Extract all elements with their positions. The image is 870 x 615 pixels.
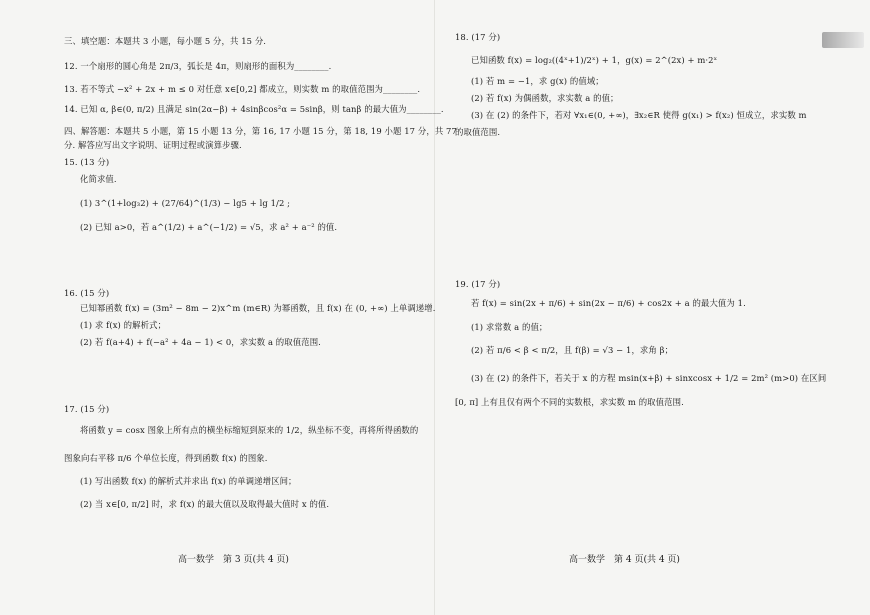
page-4-footer: 高一数学 第 4 页(共 4 页) <box>569 555 680 565</box>
question-15-part-2: (2) 已知 a>0，若 a^(1/2) + a^(−1/2) = √5，求 a² + a⁻² 的值. <box>80 222 338 232</box>
question-15-intro: 化简求值. <box>80 174 117 184</box>
question-19-heading: 19. (17 分) <box>455 279 501 289</box>
question-16-heading: 16. (15 分) <box>64 288 110 298</box>
question-17-intro-cont: 图象向右平移 π/6 个单位长度，得到函数 f(x) 的图象. <box>64 453 268 463</box>
question-17-part-1: (1) 写出函数 f(x) 的解析式并求出 f(x) 的单调递增区间； <box>80 476 297 486</box>
question-16-part-2: (2) 若 f(a+4) + f(−a² + 4a − 1) < 0，求实数 a 的取值范围. <box>80 337 321 347</box>
question-18-part-3-cont: 的取值范围. <box>455 127 501 137</box>
question-18-part-2: (2) 若 f(x) 为偶函数，求实数 a 的值； <box>471 93 619 103</box>
question-15-heading: 15. (13 分) <box>64 157 110 167</box>
question-18-intro: 已知函数 f(x) = log₂((4ˣ+1)/2ˣ) + 1，g(x) = 2^(2x) + m·2ˣ <box>471 55 718 65</box>
question-18-part-3: (3) 在 (2) 的条件下，若对 ∀x₁∈(0, +∞)，∃x₂∈R 使得 g(x₁) > f(x₂) 恒成立，求实数 m <box>471 110 807 120</box>
question-19-part-2: (2) 若 π/6 < β < π/2，且 f(β) = √3 − 1，求角 β； <box>471 345 674 355</box>
question-16-intro: 已知幂函数 f(x) = (3m² − 8m − 2)x^m (m∈R) 为幂函数，且 f(x) 在 (0, +∞) 上单调递增. <box>80 303 436 313</box>
question-19-part-3: (3) 在 (2) 的条件下，若关于 x 的方程 msin(x+β) + sinxcosx + 1/2 = 2m² (m>0) 在区间 <box>471 373 827 383</box>
question-14: 14. 已知 α, β∈(0, π/2) 且满足 sin(2α−β) + 4sinβcos²α = 5sinβ，则 tanβ 的最大值为________. <box>64 104 444 114</box>
question-19-part-3-cont: [0, π] 上有且仅有两个不同的实数根，求实数 m 的取值范围. <box>455 397 684 407</box>
question-15-part-1: (1) 3^(1+log₃2) + (27/64)^(1/3) − lg5 + lg 1/2 ; <box>80 198 291 208</box>
question-16-part-1: (1) 求 f(x) 的解析式； <box>80 320 167 330</box>
section-answer-header-cont: 分. 解答应写出文字说明、证明过程或演算步骤. <box>64 140 242 150</box>
question-13: 13. 若不等式 −x² + 2x + m ≤ 0 对任意 x∈[0,2] 都成立，则实数 m 的取值范围为________. <box>64 84 421 94</box>
section-fill-in-header: 三、填空题：本题共 3 小题，每小题 5 分，共 15 分. <box>64 36 267 46</box>
section-answer-header: 四、解答题：本题共 5 小题，第 15 小题 13 分，第 16, 17 小题 15 分，第 18, 19 小题 17 分，共 77 <box>64 126 457 136</box>
question-18-heading: 18. (17 分) <box>455 32 501 42</box>
question-18-part-1: (1) 若 m = −1，求 g(x) 的值域； <box>471 76 604 86</box>
page-3-footer: 高一数学 第 3 页(共 4 页) <box>178 555 289 565</box>
page-4 <box>435 0 870 615</box>
question-19-part-1: (1) 求常数 a 的值； <box>471 322 548 332</box>
question-17-heading: 17. (15 分) <box>64 404 110 414</box>
question-17-intro: 将函数 y = cosx 图象上所有点的横坐标缩短到原来的 1/2，纵坐标不变，再将所得函数的 <box>80 425 419 435</box>
question-17-part-2: (2) 当 x∈[0, π/2] 时，求 f(x) 的最大值以及取得最大值时 x 的值. <box>80 499 330 509</box>
question-19-intro: 若 f(x) = sin(2x + π/6) + sin(2x − π/6) + cos2x + a 的最大值为 1. <box>471 298 746 308</box>
question-12: 12. 一个扇形的圆心角是 2π/3，弧长是 4π，则扇形的面积为________. <box>64 61 332 71</box>
